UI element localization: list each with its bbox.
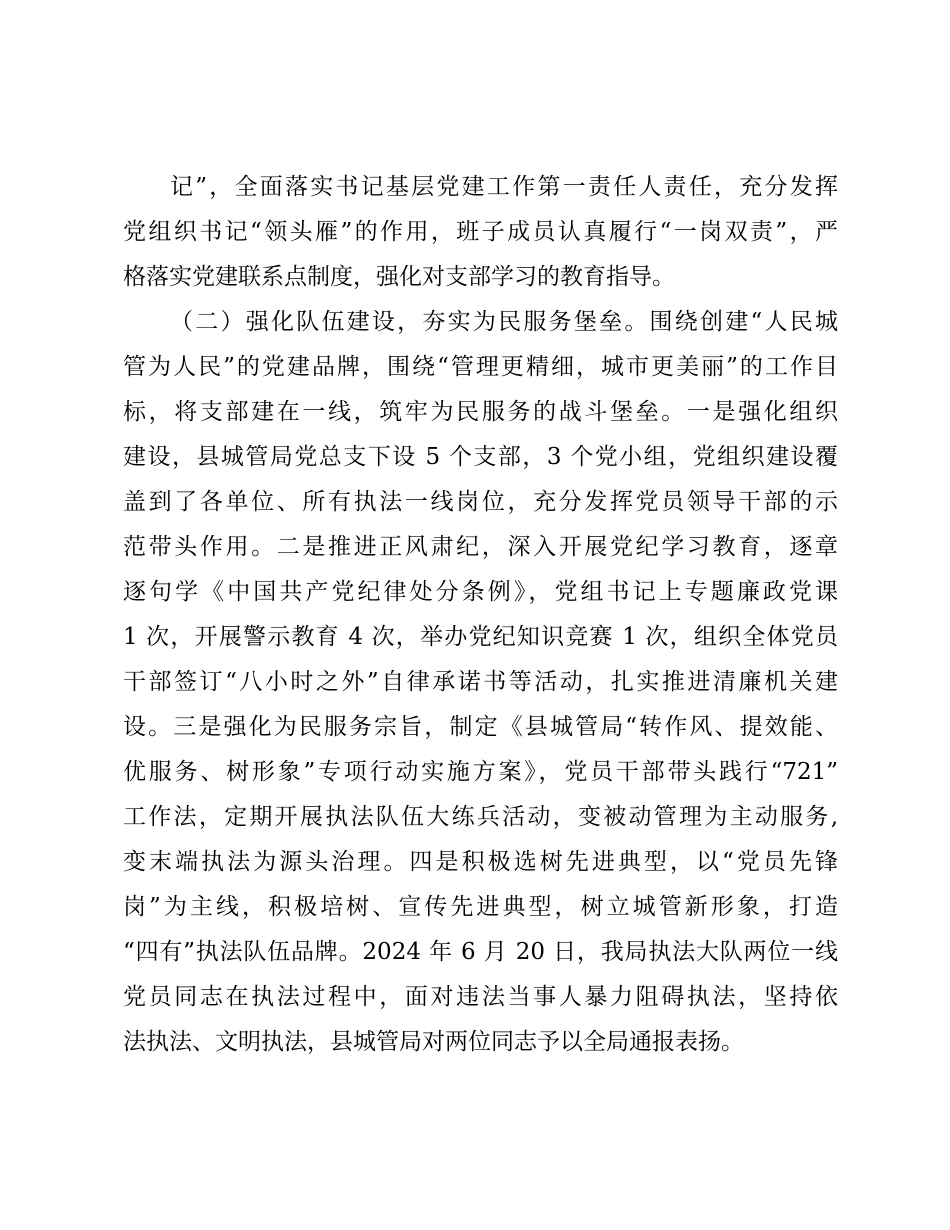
paragraph-2-line-3: 标，将支部建在一线，筑牢为民服务的战斗堡垒。一是强化组织 — [123, 399, 838, 425]
paragraph-2-line-12: 工作法，定期开展执法队伍大练兵活动，变被动管理为主动服务, — [123, 804, 838, 830]
paragraph-2-line-10: 设。三是强化为民服务宗旨，制定《县城管局“转作风、提效能、 — [123, 714, 838, 740]
paragraph-2-line-6: 范带头作用。二是推进正风肃纪，深入开展党纪学习教育，逐章 — [123, 534, 838, 560]
paragraph-2-line-7: 逐句学《中国共产党纪律处分条例》，党组书记上专题廉政党课 — [123, 579, 838, 605]
paragraph-2-line-14: 岗”为主线，积极培树、宣传先进典型，树立城管新形象，打造 — [123, 894, 838, 920]
paragraph-2-line-16: 党员同志在执法过程中，面对违法当事人暴力阻碍执法，坚持依 — [123, 984, 838, 1010]
paragraph-2-line-11: 优服务、树形象”专项行动实施方案》，党员干部带头践行“721” — [123, 759, 838, 785]
paragraph-2-line-2: 管为人民”的党建品牌，围绕“管理更精细，城市更美丽”的工作目 — [123, 354, 838, 380]
paragraph-2-line-15: “四有”执法队伍品牌。2024 年 6 月 20 日，我局执法大队两位一线 — [123, 939, 838, 965]
paragraph-1-line-1: 记”，全面落实书记基层党建工作第一责任人责任，充分发挥 — [170, 174, 838, 200]
paragraph-2-line-9: 干部签订“八小时之外”自律承诺书等活动，扎实推进清廉机关建 — [123, 669, 838, 695]
paragraph-2-line-13: 变末端执法为源头治理。四是积极选树先进典型，以“党员先锋 — [123, 849, 838, 875]
paragraph-2-line-8: 1 次，开展警示教育 4 次，举办党纪知识竞赛 1 次，组织全体党员 — [123, 624, 838, 650]
paragraph-2-line-4: 建设，县城管局党总支下设 5 个支部，3 个党小组，党组织建设覆 — [123, 444, 838, 470]
paragraph-1-line-2: 党组织书记“领头雁”的作用，班子成员认真履行“一岗双责”，严 — [123, 219, 838, 245]
paragraph-2-line-5: 盖到了各单位、所有执法一线岗位，充分发挥党员领导干部的示 — [123, 489, 838, 515]
paragraph-2-line-17: 法执法、文明执法，县城管局对两位同志予以全局通报表扬。 — [123, 1029, 744, 1055]
paragraph-1-line-3: 格落实党建联系点制度，强化对支部学习的教育指导。 — [123, 264, 675, 290]
paragraph-2-line-1: （二）强化队伍建设，夯实为民服务堡垒。围绕创建“人民城 — [170, 309, 838, 335]
